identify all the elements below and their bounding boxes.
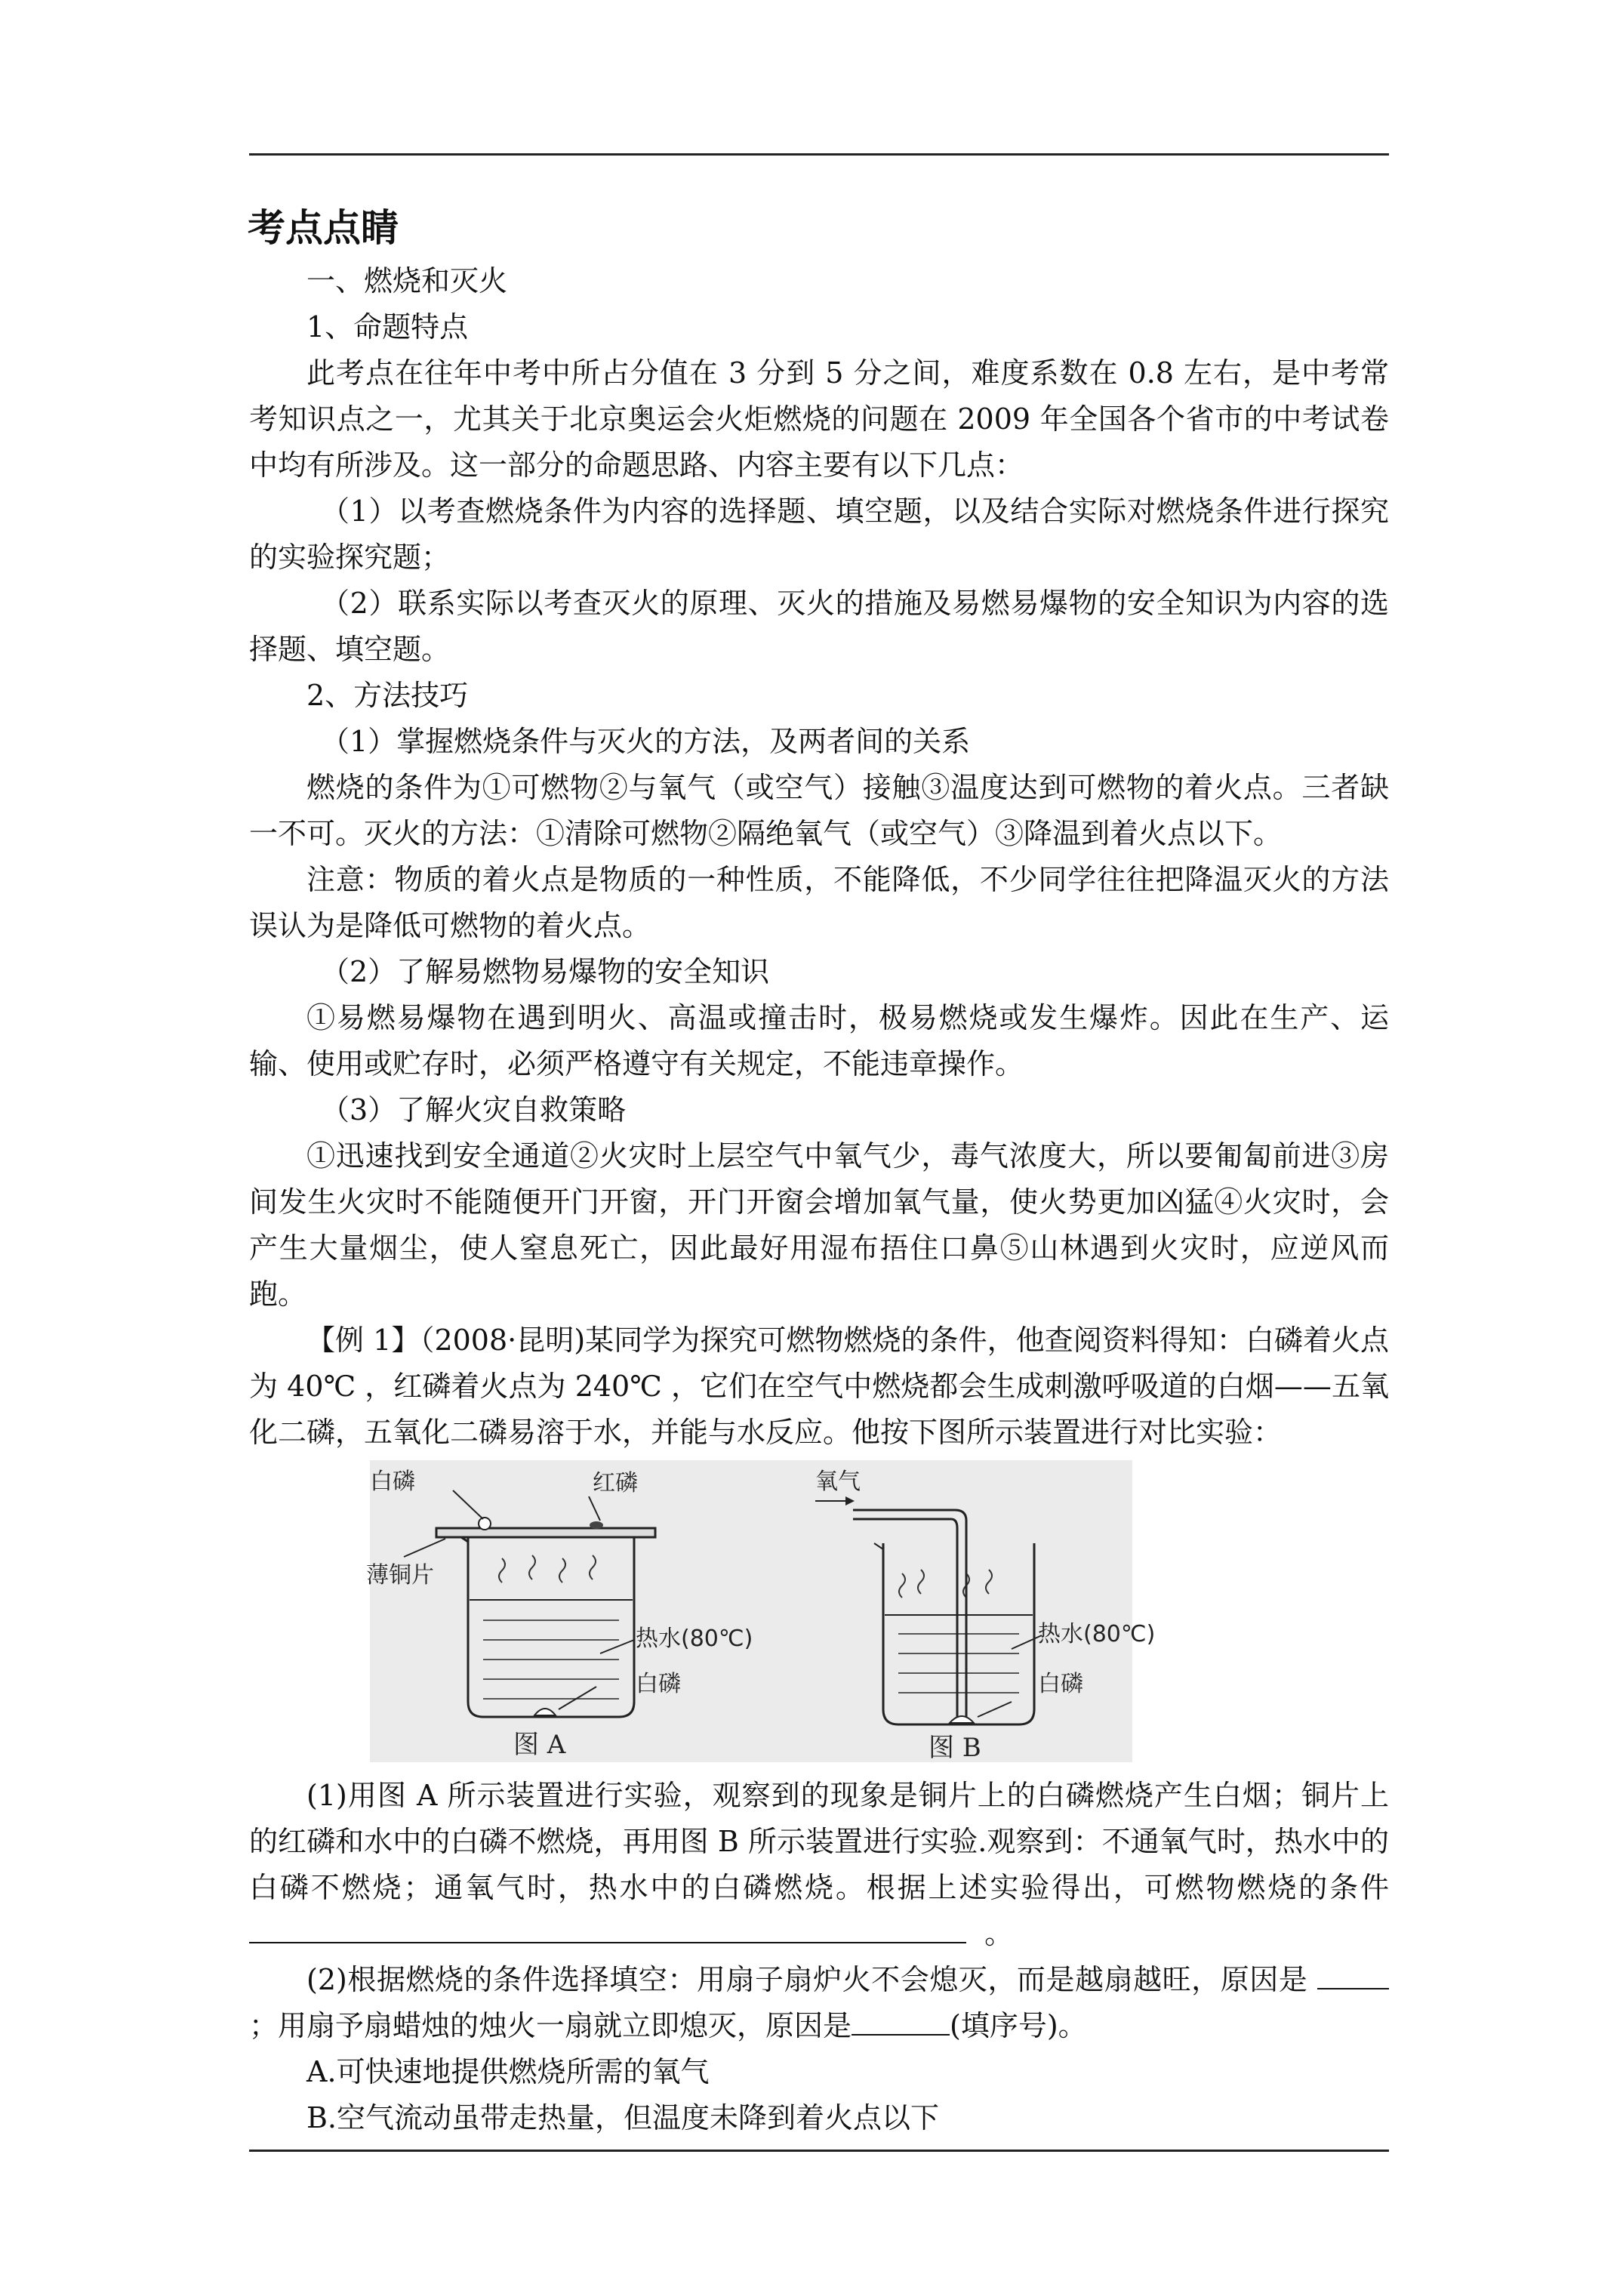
label-b-oxygen: 氧气 [815,1469,861,1495]
label-a-copper-sheet: 薄铜片 [366,1562,434,1589]
subheading-methods: 2、方法技巧 [306,679,469,712]
red-phosphorus [590,1521,603,1529]
section-heading: 一、燃烧和灭火 [306,264,508,297]
page-content [249,198,1389,2141]
tip-3-body: ①迅速找到安全通道②火灾时上层空气中氧气少，毒气浓度大，所以要匍匐前进③房间发生火灾时不能随便开门开窗，开门开窗会增加氧气量，使火势更加凶猛④火灾时，会产生大量烟尘，使人窒息死亡，因此最好用湿布捂住口鼻⑤山林遇到火灾时，应逆风而跑。 [249,1139,1389,1311]
tip-3-heading: （3）了解火灾自救策略 [321,1093,627,1126]
label-a-white-phosphorus-water: 白磷 [636,1671,681,1697]
subheading-features: 1、命题特点 [306,310,469,344]
label-a-hot-water: 热水(80℃) [636,1626,753,1652]
answer-blank-2[interactable] [1317,1958,1389,1989]
footer-rule [249,2150,1389,2152]
tip-2-heading: （2）了解易燃物易爆物的安全知识 [321,955,770,988]
question-1-text: (1)用图 A 所示装置进行实验，观察到的现象是铜片上的白磷燃烧产生白烟；铜片上的红磷和水中的白磷不燃烧，再用图 B 所示装置进行实验.观察到：不通氧气时，热水中的白磷不燃烧；通氧气时，热水中的白磷燃烧。根据上述实验得出，可燃物燃烧的条件 [249,1779,1389,1904]
question-1-end: 。 [984,1917,1014,1950]
caption-figure-b: 图 B [929,1733,981,1763]
option-a: A.可快速地提供燃烧所需的氧气 [306,2055,710,2088]
tip-1-body: 燃烧的条件为①可燃物②与氧气（或空气）接触③温度达到可燃物的着火点。三者缺一不可。灭火的方法：①清除可燃物②隔绝氧气（或空气）③降温到着火点以下。 [249,771,1389,850]
question-2-part-a: (2)根据燃烧的条件选择填空：用扇子扇炉火不会熄灭，而是越扇越旺，原因是 [306,1963,1308,1996]
point-1: （1）以考查燃烧条件为内容的选择题、填空题，以及结合实际对燃烧条件进行探究的实验探究题； [249,495,1389,574]
option-b: B.空气流动虽带走热量，但温度未降到着火点以下 [306,2101,940,2134]
label-a-red-phosphorus: 红磷 [593,1470,638,1496]
tip-1-heading: （1）掌握燃烧条件与灭火的方法，及两者间的关系 [321,725,971,758]
caption-figure-a: 图 A [513,1730,566,1760]
question-2-part-b: ；用扇予扇蜡烛的烛火一扇就立即熄灭，原因是 [249,2009,852,2042]
tip-2-body: ①易燃易爆物在遇到明火、高温或撞击时，极易燃烧或发生爆炸。因此在生产、运输、使用或贮存时，必须严格遵守有关规定，不能违章操作。 [249,1001,1389,1080]
page-title: 考点点睛 [248,206,399,250]
example-1: 【例 1】（2008·昆明)某同学为探究可燃物燃烧的条件，他查阅资料得知：白磷着火点为 40℃ ，红磷着火点为 240℃ ，它们在空气中燃烧都会生成刺激呼吸道的白烟——五氧化二磷，五氧化二磷易溶于水，并能与水反应。他按下图所示装置进行对比实验： [249,1324,1389,1449]
question-2-part-c: (填序号)。 [950,2009,1087,2042]
header-rule [249,153,1389,156]
answer-blank-3[interactable] [852,2004,950,2036]
experiment-figure [366,1460,1156,1763]
paragraph-intro: 此考点在往年中考中所占分值在 3 分到 5 分之间，难度系数在 0.8 左右，是中考常考知识点之一，尤其关于北京奥运会火炬燃烧的问题在 2009 年全国各个省市的中考试卷中均有所涉及。这一部分的命题思路、内容主要有以下几点： [249,356,1389,482]
note-paragraph: 注意：物质的着火点是物质的一种性质，不能降低，不少同学往往把降温灭火的方法误认为是降低可燃物的着火点。 [249,863,1389,942]
label-b-hot-water: 热水(80℃) [1038,1621,1156,1647]
question-2 [249,1957,1389,2049]
answer-blank-1[interactable] [249,1912,966,1943]
white-phosphorus-on-sheet [479,1518,491,1530]
label-b-white-phosphorus: 白磷 [1038,1671,1083,1697]
label-a-white-phosphorus: 白磷 [370,1469,415,1495]
question-1 [249,1773,1389,1957]
experiment-diagram [366,1460,1156,1763]
point-2: （2）联系实际以考查灭火的原理、灭火的措施及易燃易爆物的安全知识为内容的选择题、填空题。 [249,587,1389,666]
copper-sheet [436,1528,655,1537]
